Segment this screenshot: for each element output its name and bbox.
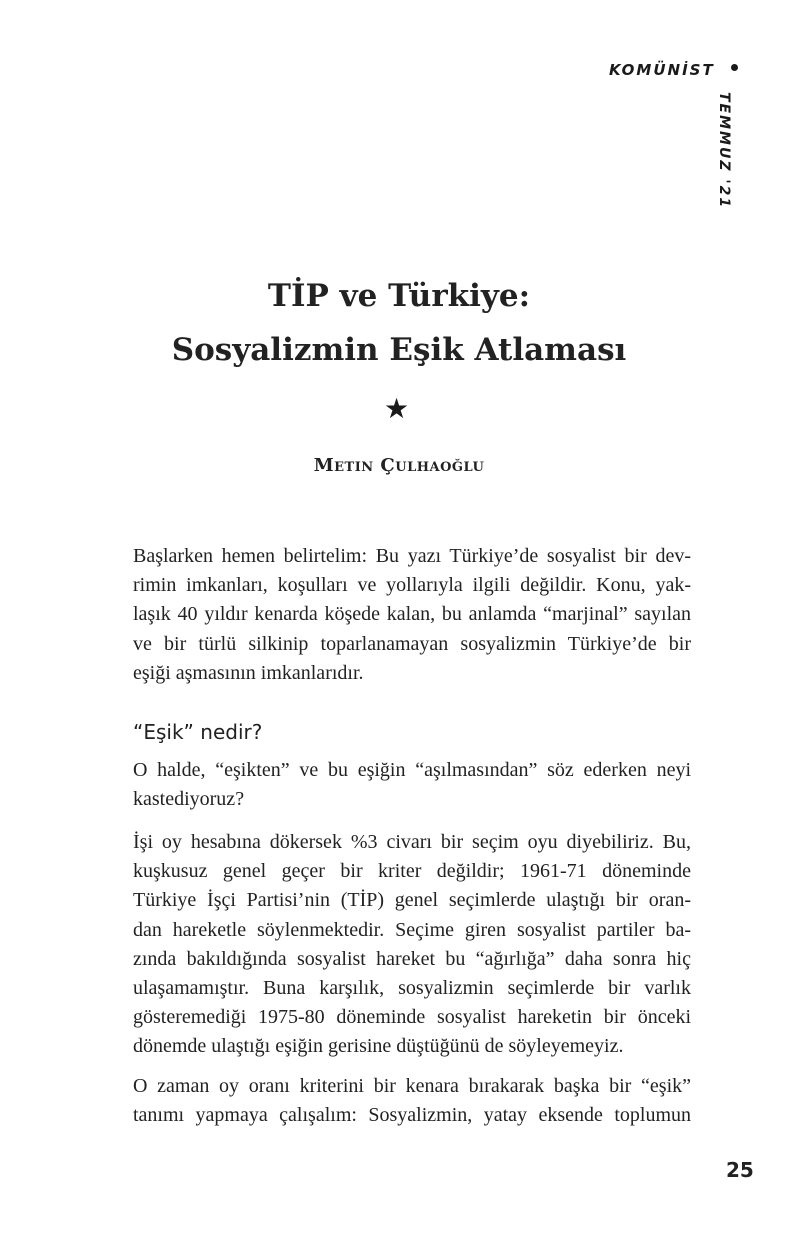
magazine-name: KOMÜNİST (609, 61, 715, 79)
text-line: Başlarken hemen belirtelim: Bu yazı Türkiye’de sosyalist bir dev- (133, 545, 691, 567)
bullet-dot-icon (731, 64, 738, 71)
text-line: laşık 40 yıldır kenarda köşede kalan, bu anlamda “marjinal” sayılan (133, 603, 691, 626)
text-line: dönemde ulaştığı eşiğin gerisine düştüğünü de söyleyemeyiz. (133, 1035, 624, 1058)
text-line: ulaşamamıştır. Buna karşılık, sosyalizmin seçimlerde bir varlık (133, 976, 691, 999)
text-line: İşi oy hesabına dökersek %3 civarı bir seçim oyu diyebiliriz. Bu, (133, 831, 691, 853)
text-line: ve bir türlü silkinip toparlanamayan sosyalizmin Türkiye’de bir (133, 632, 691, 655)
text-line: rimin imkanları, koşulları ve yollarıyla ilgili değildir. Konu, yak- (133, 574, 691, 597)
star-icon: ★ (384, 394, 410, 425)
paragraph (133, 828, 691, 1062)
paragraph (133, 756, 691, 814)
text-line: O zaman oy oranı kriterini bir kenara bırakarak başka bir “eşik” (133, 1075, 691, 1097)
article-title-line-1: TİP ve Türkiye: (267, 278, 531, 314)
text-line: kuşkusuz genel geçer bir kriter değildir; 1961-71 döneminde (133, 860, 691, 883)
page-number: 25 (726, 1158, 754, 1182)
text-line: tanımı yapmaya çalışalım: Sosyalizmin, yatay eksende toplumun (133, 1104, 691, 1127)
text-line: gösteremediği 1975-80 döneminde sosyalist hareketin bir önceki (133, 1006, 691, 1029)
text-line: kastediyoruz? (133, 788, 245, 811)
section-heading: “Eşik” nedir? (133, 720, 263, 744)
text-line: zında bakıldığında sosyalist hareket bu “ağırlığa” daha sonra hiç (133, 947, 691, 970)
article-title-line-2: Sosyalizmin Eşik Atlaması (171, 332, 627, 368)
author-name: Metin Çulhaoğlu (313, 455, 485, 476)
paragraph (133, 542, 691, 688)
text-line: dan hareketle söylenmektedir. Seçime giren sosyalist partiler ba- (133, 918, 691, 941)
issue-date: TEMMUZ '21 (716, 92, 732, 210)
text-line: O halde, “eşikten” ve bu eşiğin “aşılmasından” söz ederken neyi (133, 759, 691, 781)
text-line: eşiği aşmasının imkanlarıdır. (133, 661, 364, 684)
text-line: Türkiye İşçi Partisi’nin (TİP) genel seçimlerde ulaştığı bir oran- (133, 889, 691, 912)
paragraph (133, 1072, 691, 1130)
